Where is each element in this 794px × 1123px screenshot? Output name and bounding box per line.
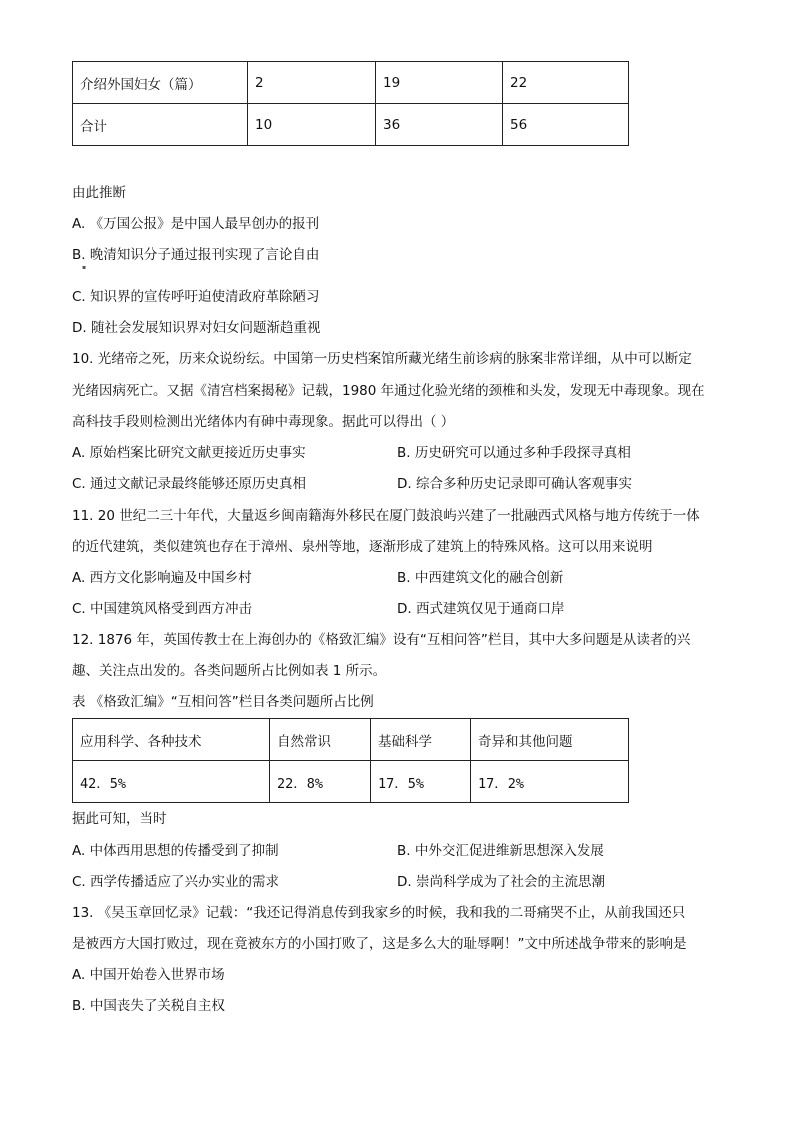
- option-d: D. 综合多种历史记录即可确认客观事实: [397, 476, 632, 492]
- question-ratio-table: [72, 718, 629, 803]
- table-row: [73, 719, 629, 761]
- table-cell: 19: [376, 62, 503, 104]
- stray-dot: ▪: [82, 264, 87, 271]
- question-stem: 由此推断: [72, 185, 126, 201]
- table-cell: 56: [503, 104, 629, 146]
- option-a: A. 原始档案比研究文献更接近历史事实: [72, 445, 306, 461]
- option-b: B. 中西建筑文化的融合创新: [397, 570, 564, 586]
- table-row: [73, 104, 629, 146]
- question-11-line-2: 的近代建筑，类似建筑也存在于漳州、泉州等地，逐渐形成了建筑上的特殊风格。这可以用来说明: [72, 539, 653, 555]
- option-a: A. 西方文化影响遍及中国乡村: [72, 570, 252, 586]
- table-cell: 17．5%: [371, 761, 471, 803]
- option-c: C. 通过文献记录最终能够还原历史真相: [72, 476, 307, 492]
- table-cell: 42．5%: [73, 761, 270, 803]
- question-12-line-1: 12. 1876 年，英国传教士在上海创办的《格致汇编》设有“互相问答”栏目，其中大多问题是从读者的兴: [72, 632, 691, 648]
- table-cell: 介绍外国妇女（篇）: [73, 62, 248, 104]
- option-c: C. 西学传播适应了兴办实业的需求: [72, 874, 280, 890]
- option-c: C. 知识界的宣传呼吁迫使清政府革除陋习: [72, 289, 320, 305]
- option-b: B. 晚清知识分子通过报刊实现了言论自由: [72, 247, 320, 263]
- question-13-line-1: 13. 《吴玉章回忆录》记载：“我还记得消息传到我家乡的时候，我和我的二哥痛哭不止，从前我国还只: [72, 905, 686, 921]
- option-c: C. 中国建筑风格受到西方冲击: [72, 601, 253, 617]
- option-b: B. 历史研究可以通过多种手段探寻真相: [397, 445, 631, 461]
- table-cell: 36: [376, 104, 503, 146]
- option-b: B. 中外交汇促进维新思想深入发展: [397, 843, 604, 859]
- table-header-cell: 基础科学: [371, 719, 471, 761]
- option-b: B. 中国丧失了关税自主权: [72, 998, 225, 1014]
- table-row: [73, 62, 629, 104]
- table-row: [73, 761, 629, 803]
- question-stem: 据此可知，当时: [72, 811, 167, 827]
- table-cell: 2: [248, 62, 376, 104]
- question-10-line-1: 10. 光绪帝之死，历来众说纷纭。中国第一历史档案馆所藏光绪生前诊病的脉案非常详细，从中可以断定: [72, 351, 692, 367]
- option-d: D. 随社会发展知识界对妇女问题渐趋重视: [72, 320, 321, 336]
- table-cell: 10: [248, 104, 376, 146]
- question-10-line-2: 光绪因病死亡。又据《清宫档案揭秘》记载，1980 年通过化验光绪的颈椎和头发，发现无中毒现象。现在: [72, 383, 705, 399]
- option-a: A. 《万国公报》是中国人最早创办的报刊: [72, 216, 320, 232]
- table-cell: 22．8%: [270, 761, 371, 803]
- table-caption: 表 《格致汇编》“互相问答”栏目各类问题所占比例: [72, 694, 374, 710]
- table-cell: 17．2%: [471, 761, 629, 803]
- table-cell: 22: [503, 62, 629, 104]
- question-10-line-3: 高科技手段则检测出光绪体内有砷中毒现象。据此可以得出（ ）: [72, 414, 455, 430]
- option-a: A. 中体西用思想的传播受到了抑制: [72, 843, 279, 859]
- option-a: A. 中国开始卷入世界市场: [72, 967, 225, 983]
- table-header-cell: 奇异和其他问题: [471, 719, 629, 761]
- question-11-line-1: 11. 20 世纪二三十年代，大量返乡闽南籍海外移民在厦门鼓浪屿兴建了一批融西式风格与地方传统于一体: [72, 508, 700, 524]
- table-header-cell: 自然常识: [270, 719, 371, 761]
- women-articles-table: [72, 61, 629, 146]
- table-header-cell: 应用科学、各种技术: [73, 719, 270, 761]
- question-13-line-2: 是被西方大国打败过，现在竟被东方的小国打败了，这是多么大的耻辱啊！”文中所述战争带来的影响是: [72, 936, 687, 952]
- question-12-line-2: 趣、关注点出发的。各类问题所占比例如表 1 所示。: [72, 663, 387, 679]
- option-d: D. 西式建筑仅见于通商口岸: [397, 601, 565, 617]
- option-d: D. 崇尚科学成为了社会的主流思潮: [397, 874, 605, 890]
- table-cell: 合计: [73, 104, 248, 146]
